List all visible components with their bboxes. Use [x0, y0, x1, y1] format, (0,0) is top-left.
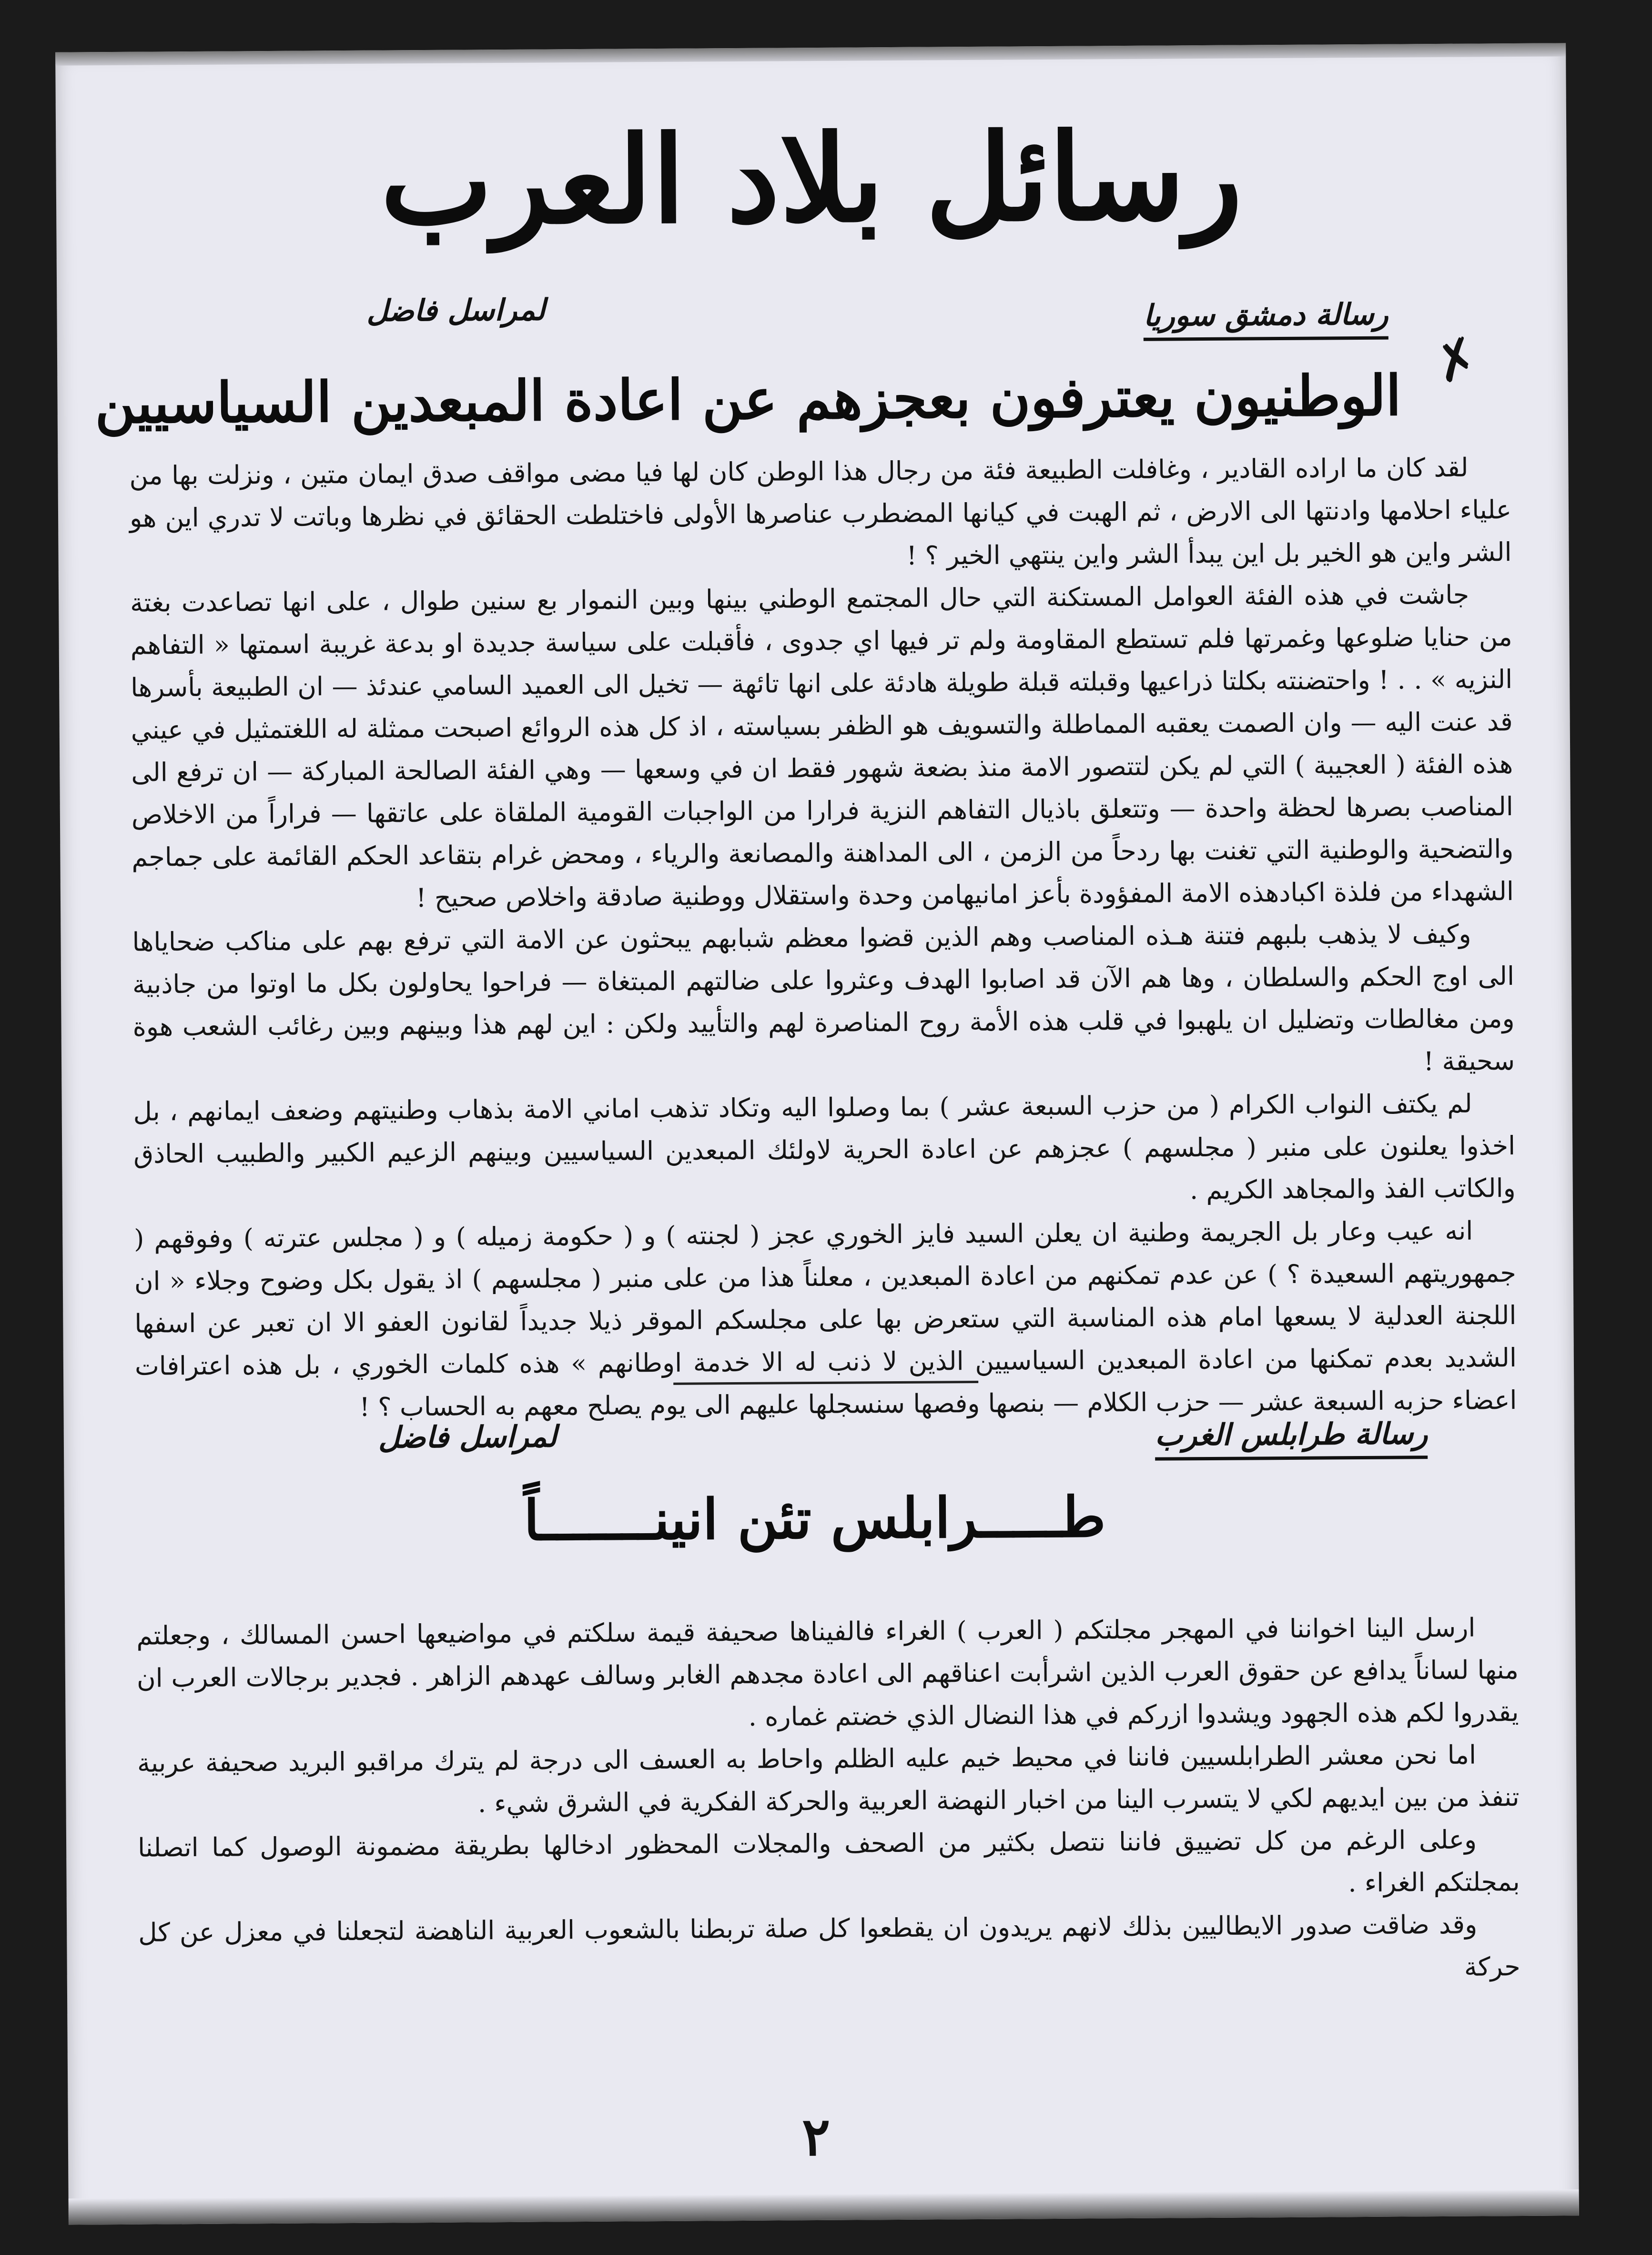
- photocopy-bottom-edge: [69, 2189, 1579, 2225]
- photocopy-top-edge: [55, 43, 1566, 65]
- letter1-paragraph: انه عيب وعار بل الجريمة وطنية ان يعلن السيد فايز الخوري عجز ( لجنته ) و ( حكومة زميله ) و ( مجلس عترته ) وفوقهم ( جمهوريتهم السعيدة ؟ ) عن عدم تمكنهم من اعادة المبعدين ، معلناً هذا من على منبر ( مجلسهم ) اذ يقول بكل وضوح وجلاء « ان اللجنة العدلية لا يسعها امام هذه المناسبة التي ستعرض بها على مجلسكم الموقر ذيلا جديداً لقانون العفو الا ان تعبر عن اسفها الشديد بعدم تمكنها من اعادة المبعدين السياسيين الذين لا ذنب له الا خدمة اوطانهم » هذه كلمات الخوري ، بل هذه اعترافات اعضاء حزبه السبعة عشر — حزب الكلام — بنصها وفصها سنسجلها عليهم الى يوم يصلح معهم به الحساب ؟ !: [134, 1215, 1517, 1422]
- letter1-correspondent-label: لمراسل فاضل: [366, 292, 546, 328]
- letter1-paragraph: وكيف لا يذهب بلبهم فتنة هـذه المناصب وهم الذين قضوا معظم شبابهم يبحثون عن الامة التي ترفع بهم على مناكب ضحاياها الى اوج الحكم والسلطان ، وها هم الآن قد اصابوا الهدف وعثروا على ضالتهم المبتغاة — فراحوا يحاولون بكل ما اوتوا من جاذبية ومن مغالطات وتضليل ان يلهبوا في قلب هذه الأمة روح المناصرة لهم والتأييد ولكن : اين لهم هذا وبينهم وبين رغائب الشعب هوة سحيقة !: [132, 919, 1515, 1077]
- letter1-body: [129, 446, 1517, 1422]
- letter2-origin-label: رسالة طرابلس الغرب: [1155, 1416, 1428, 1460]
- letter2-paragraph: وعلى الرغم من كل تضييق فاننا نتصل بكثير من الصحف والمجلات المحظور ادخالها بطريقة مضمونة الوصول كما اتصلنا بمجلتكم الغراء .: [137, 1824, 1520, 1898]
- newspaper-page: [55, 43, 1579, 2225]
- letter2-headline: طـــــرابلس تئن انينـــــــاً: [523, 1485, 1106, 1553]
- letter1-origin-label: رسالة دمشق سوريا: [1143, 297, 1388, 341]
- letter1-paragraph: لقد كان ما اراده القادير ، وغافلت الطبيعة فئة من رجال هذا الوطن كان لها فيا مضى مواقف صدق ايمان متين ، ونزلت بها من علياء احلامها وادنتها الى الارض ، ثم الهبت في كيانها المضطرب عناصرها الأولى فاختلطت الحقائق في نظرها وباتت لا تدري اين هو الشر واين هو الخير بل اين يبدأ الشر واين ينتهي الخير ؟ !: [129, 452, 1512, 571]
- letter2-paragraph: وقد ضاقت صدور الايطاليين بذلك لانهم يريدون ان يقطعوا كل صلة تربطنا بالشعوب العربية الناهضة لتجعلنا في معزل عن كل حركة: [138, 1909, 1520, 1982]
- handwritten-mark: ✗: [1425, 324, 1488, 396]
- letter2-body: [136, 1606, 1521, 2091]
- letter1-paragraph: لم يكتف النواب الكرام ( من حزب السبعة عشر ) بما وصلوا اليه وتكاد تذهب اماني الامة بذهاب وطنيتهم وضعف ايمانهم ، بل اخذوا يعلنون على منبر ( مجلسهم ) عجزهم عن اعادة الحرية لاولئك المبعدين السياسيين وبينهم الزعيم الكبير والطبيب الحاذق والكاتب الفذ والمجاهد الكريم .: [133, 1088, 1516, 1205]
- letter1-paragraph: جاشت في هذه الفئة العوامل المستكنة التي حال المجتمع الوطني بينها وبين النموار بع سنين طوال ، على انها تصاعدت بغتة من حنايا ضلوعها وغمرتها فلم تستطع المقاومة ولم تر فيها اي جدوى ، فأقبلت على سياسة جديدة او بدعة غريبة اسمتها « التفاهم النزيه » . . ! واحتضنته بكلتا ذراعيها وقبلته قبلة طويلة هادئة على انها تائهة — تخيل الى العميد السامي عندئذ — ان الطبيعة بأسرها قد عنت اليه — وان الصمت يعقبه المماطلة والتسويف هو الظفر بسياسته ، اذ كل هذه الروائع اصبحت ممثلة له اللغتمثيل في عيني هذه الفئة ( العجيبة ) التي لم يكن لتتصور الامة منذ بضعة شهور فقط ان في وسعها — وهي الفئة الصالحة المباركة — ان ترفع الى المناصب بصرها لحظة واحدة — وتتعلق باذيال التفاهم النزية فرارا من الواجبات القومية الملقاة على عاتقها — فراراً من الاخلاص والتضحية والوطنية التي تغنت بها ردحاً من الزمن ، الى المداهنة والمصانعة والرياء ، ومحض غرام بتقاعد الحكم القائمة على جماجم الشهداء من فلذة اكبادهذه الامة المفؤودة بأعز امانيهامن وحدة واستقلال ووطنية صادقة واخلاص صحيح !: [130, 579, 1514, 913]
- letter1-headline: الوطنيون يعترفون بعجزهم عن اعادة المبعدين السياسيين: [94, 363, 1401, 436]
- masthead-title: رسائل بلاد العرب: [380, 106, 1243, 252]
- letter2-paragraph: ارسل الينا اخواننا في المهجر مجلتكم ( العرب ) الغراء فالفيناها صحيفة قيمة سلكتم في مواضيعها احسن المسالك ، وجعلتم منها لساناً يدافع عن حقوق العرب الذين اشرأبت اعناقهم الى اعادة مجدهم الغابر وسالف عهدهم الزاهر . فجدير برجالات العرب ان يقدروا لكم هذه الجهود ويشدوا ازركم في هذا النضال الذي خضتم غماره .: [136, 1612, 1519, 1732]
- letter2-correspondent-label: لمراسل فاضل: [378, 1419, 557, 1455]
- page-number: ٢: [801, 2105, 831, 2168]
- letter2-paragraph: اما نحن معشر الطرابلسيين فاننا في محيط خيم عليه الظلم واحاط به العسف الى درجة لم يترك مراقبو البريد صحيفة عربية تنفذ من بين ايديهم لكي لا يتسرب الينا من اخبار النهضة العربية والحركة الفكرية في الشرق شيء .: [137, 1739, 1520, 1819]
